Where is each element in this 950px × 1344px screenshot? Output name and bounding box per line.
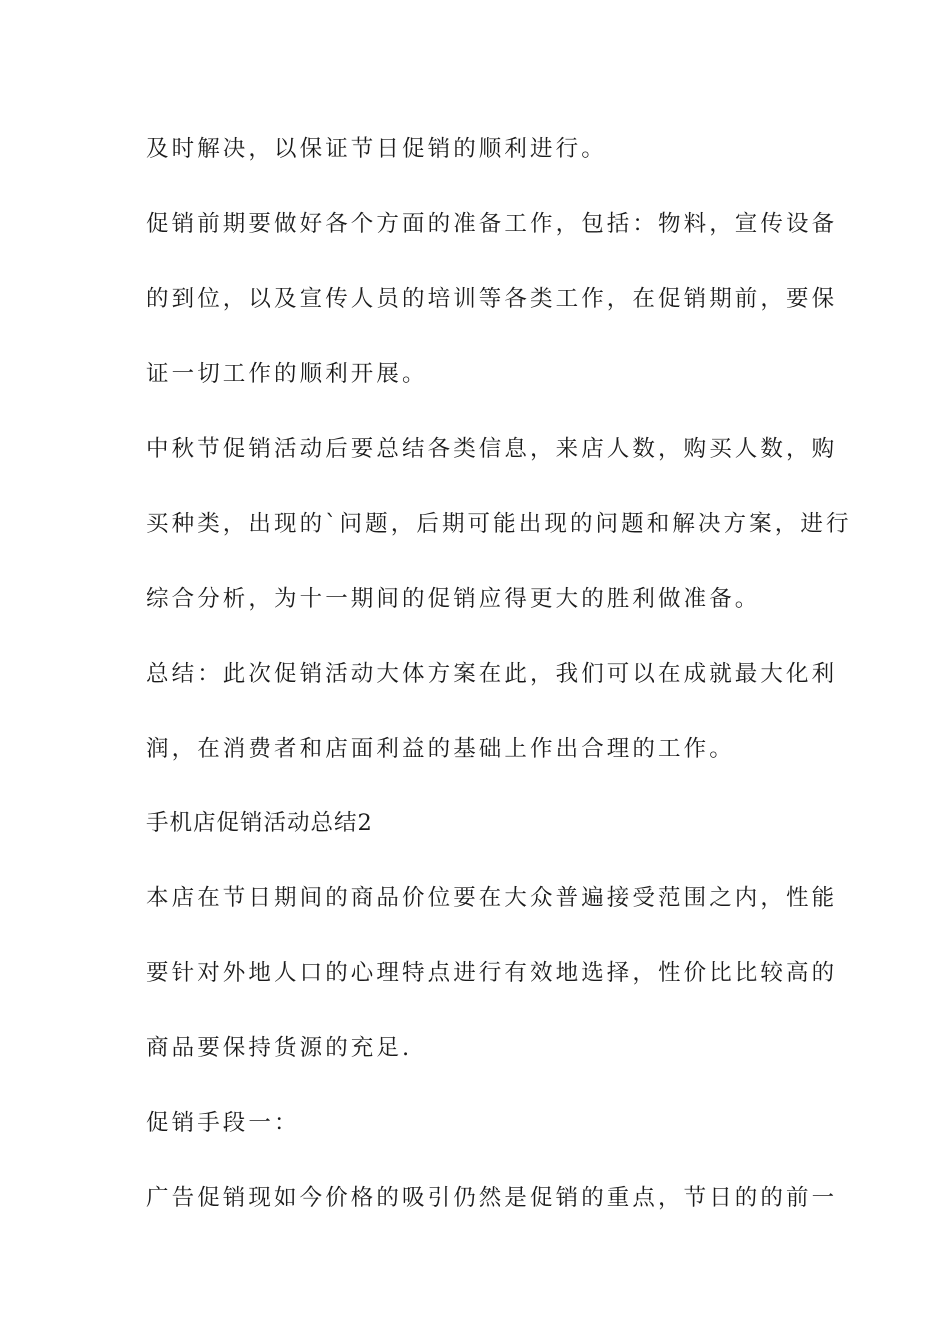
paragraph-line: 促销手段一： xyxy=(146,1110,300,1136)
paragraph-line: 促销前期要做好各个方面的准备工作，包括：物料，宣传设备 xyxy=(146,211,838,237)
paragraph-line: 广告促销现如今价格的吸引仍然是促销的重点，节日的的前一 xyxy=(146,1185,838,1211)
section-heading: 手机店促销活动总结2 xyxy=(146,810,373,836)
paragraph-line: 综合分析，为十一期间的促销应得更大的胜利做准备。 xyxy=(146,586,761,612)
paragraph-line: 的到位，以及宣传人员的培训等各类工作，在促销期前，要保 xyxy=(146,286,838,312)
paragraph-line: 买种类，出现的`问题，后期可能出现的问题和解决方案，进行 xyxy=(146,511,852,537)
paragraph-line: 要针对外地人口的心理特点进行有效地选择，性价比比较高的 xyxy=(146,960,838,986)
paragraph-line: 总结：此次促销活动大体方案在此，我们可以在成就最大化利 xyxy=(146,661,838,687)
paragraph-line: 及时解决，以保证节日促销的顺利进行。 xyxy=(146,136,607,162)
paragraph-line: 商品要保持货源的充足. xyxy=(146,1035,413,1061)
paragraph-line: 润，在消费者和店面利益的基础上作出合理的工作。 xyxy=(146,736,735,762)
paragraph-line: 中秋节促销活动后要总结各类信息，来店人数，购买人数，购 xyxy=(146,436,838,462)
paragraph-line: 本店在节日期间的商品价位要在大众普遍接受范围之内，性能 xyxy=(146,885,838,911)
paragraph-line: 证一切工作的顺利开展。 xyxy=(146,361,428,387)
